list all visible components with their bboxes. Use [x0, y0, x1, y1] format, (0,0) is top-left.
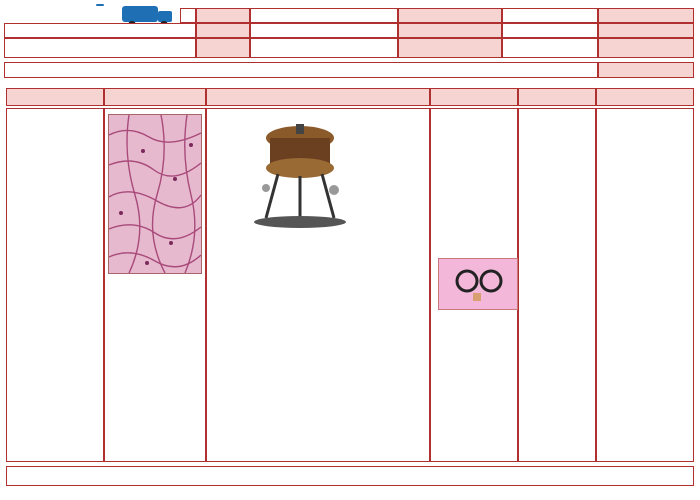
subject-label	[598, 8, 694, 23]
objectives-column	[596, 108, 694, 462]
unit-label	[398, 8, 502, 23]
class-label	[196, 38, 250, 58]
topic-value	[502, 38, 598, 58]
col-assess-header	[6, 88, 104, 106]
unit-value	[250, 8, 398, 23]
magnifier-image	[438, 258, 518, 310]
subject-value	[502, 8, 598, 23]
topic-label	[598, 38, 694, 58]
methods-value	[4, 62, 598, 78]
day-blank[interactable]	[180, 8, 196, 23]
idea-label	[398, 23, 502, 38]
col-explain-header	[206, 88, 430, 106]
warmup-column	[518, 108, 596, 462]
vocab-value	[250, 38, 398, 58]
col-objectives-header	[596, 88, 694, 106]
idea-value	[250, 23, 398, 38]
footer-assessment	[6, 466, 694, 486]
date-label	[196, 23, 250, 38]
methods-label	[598, 62, 694, 78]
microscope-scale-image	[226, 118, 374, 230]
grade-label	[598, 23, 694, 38]
class-blank[interactable]	[4, 38, 196, 58]
logo-badge	[96, 4, 104, 6]
date-blank[interactable]	[4, 23, 196, 38]
day-label	[196, 8, 250, 23]
grade-value	[502, 23, 598, 38]
col-explore-header	[430, 88, 518, 106]
vocab-label	[398, 38, 502, 58]
col-warmup-header	[518, 88, 596, 106]
col-enrich-header	[104, 88, 206, 106]
assess-column	[6, 108, 104, 462]
cell-tissue-image	[108, 114, 202, 274]
